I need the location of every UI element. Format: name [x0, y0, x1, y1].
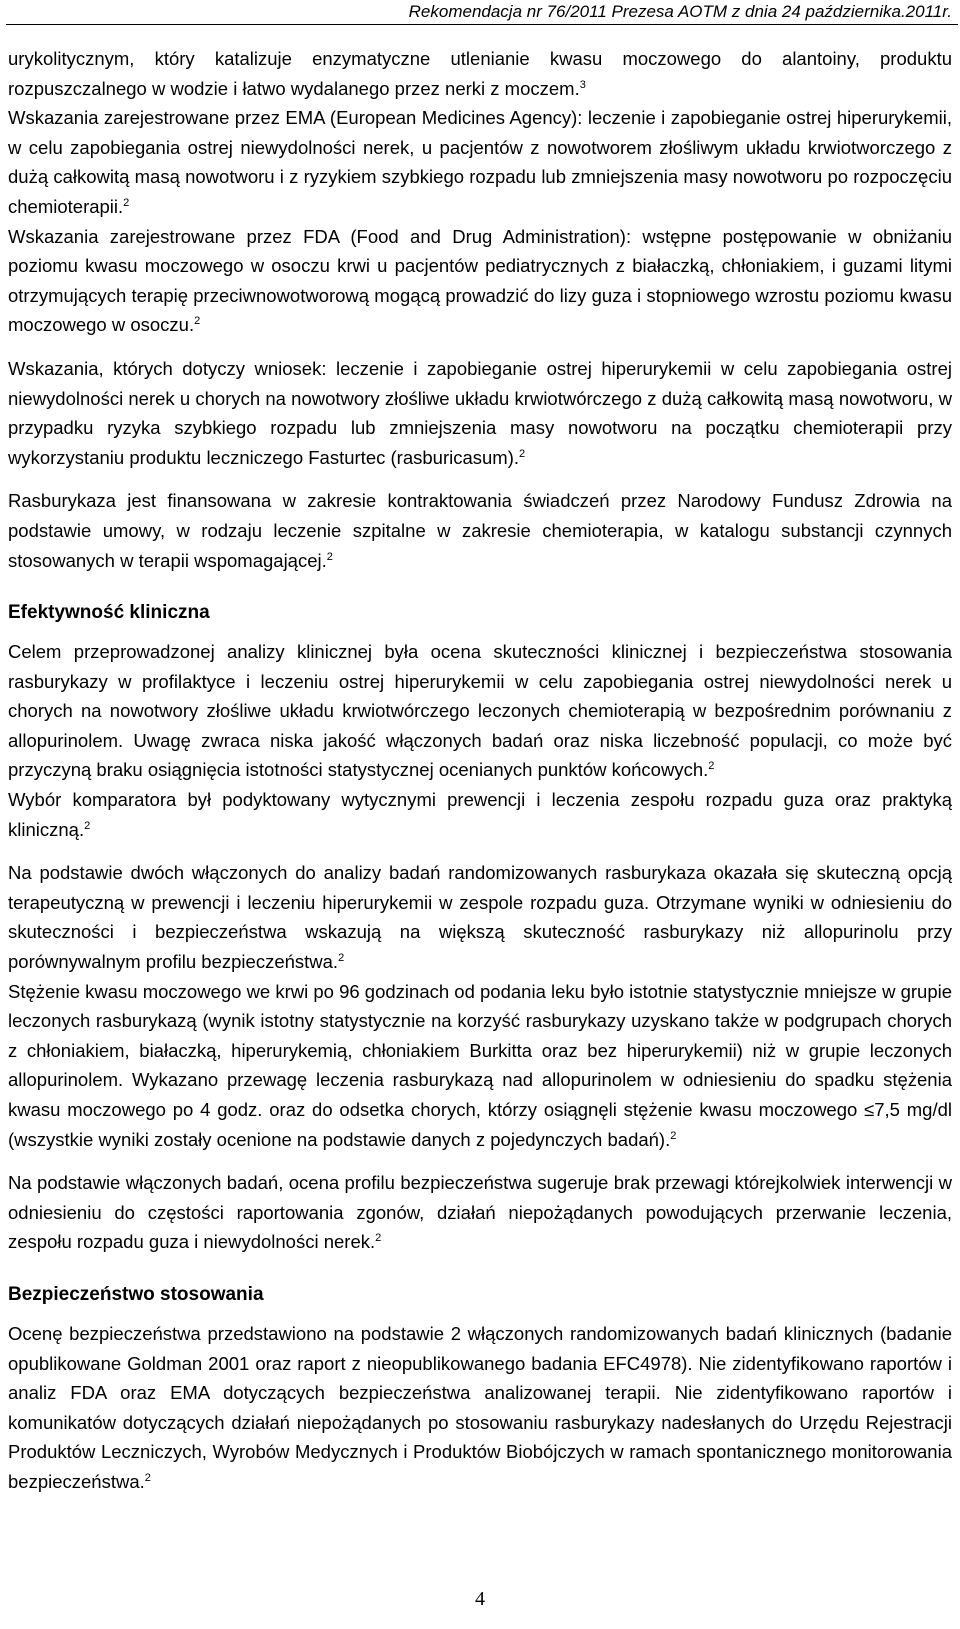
footnote-ref: 2 — [670, 1129, 677, 1142]
footnote-ref: 2 — [144, 1471, 151, 1484]
paragraph: Wybór komparatora był podyktowany wytycznymi prewencji i leczenia zespołu rozpadu guza oraz praktyką kliniczną.$^2$ — [8, 789, 952, 840]
paragraph: Na podstawie włączonych badań, ocena profilu bezpieczeństwa sugeruje brak przewagi którejkolwiek interwencji w odniesieniu do częstości raportowania zgonów, działań niepożądanych powodujących przerwanie leczenia, zespołu rozpadu guza i niewydolności nerek.$^2$ — [8, 1172, 952, 1253]
section-heading-efektywnosc: Efektywność kliniczna — [8, 602, 210, 624]
footnote-ref: 2 — [194, 315, 201, 328]
section-heading-bezpieczenstwo: Bezpieczeństwo stosowania — [8, 1283, 264, 1305]
paragraph: Celem przeprowadzonej analizy klinicznej była ocena skuteczności klinicznej i bezpieczeństwa stosowania rasburykazy w profilaktyce i leczeniu ostrej hiperurykemii w celu zapobiegania ostrej niewydolności nerek u chorych na nowotwory złośliwe układu krwiotwórczego leczonych chemioterapią w bezpośrednim porównaniu z allopurinolem. Uwagę zwraca niska jakość włączonych badań oraz niska liczebność populacji, co może być przyczyną braku osiągnięcia istotności statystycznej ocenianych punktów końcowych.$^2$ — [8, 641, 952, 781]
page-number: 4 — [475, 1588, 485, 1610]
footnote-ref: 2 — [519, 447, 526, 460]
paragraph: Wskazania zarejestrowane przez FDA (Food and Drug Administration): wstępne postępowanie w obniżaniu poziomu kwasu moczowego w osoczu krwi u pacjentów pediatrycznych z białaczką, chłoniakiem, i guzami litymi otrzymujących terapię przeciwnowotworową mogącą prowadzić do lizy guza i stopniowego wzrostu poziomu kwasu moczowego w osoczu.$^2$ — [8, 225, 952, 336]
paragraph: Na podstawie dwóch włączonych do analizy badań randomizowanych rasburykaza okazała się skuteczną opcją terapeutyczną w prewencji i leczeniu hiperurykemii w zespole rozpadu guza. Otrzymane wyniki w odniesieniu do skuteczności i bezpieczeństwa wskazują na większą skuteczność rasburykazy niż allopurinolu przy porównywalnym profilu bezpieczeństwa.$^2$ — [8, 862, 952, 973]
footnote-ref: 3 — [579, 78, 586, 91]
running-header: Rekomendacja nr 76/2011 Prezesa AOTM z dnia 24 października.2011r. — [408, 2, 952, 21]
footnote-ref: 2 — [338, 951, 345, 964]
document-body — [8, 44, 952, 1497]
paragraph: Ocenę bezpieczeństwa przedstawiono na podstawie 2 włączonych randomizowanych badań klinicznych (badanie opublikowane Goldman 2001 oraz raport z nieopublikowanego badania EFC4978). Nie zidentyfikowano raportów i analiz FDA oraz EMA dotyczących bezpieczeństwa analizowanej terapii. Nie zidentyfikowano raportów i komunikatów dotyczących działań niepożądanych po stosowaniu rasburykazy nadesłanych do Urzędu Rejestracji Produktów Leczniczych, Wyrobów Medycznych i Produktów Biobójczych w ramach spontanicznego monitorowania bezpieczeństwa.$^2$ — [8, 1322, 952, 1492]
footnote-ref: 2 — [375, 1232, 382, 1245]
footnote-ref: 2 — [326, 550, 333, 563]
paragraph: urykolitycznym, który katalizuje enzymatyczne utlenianie kwasu moczowego do alantoiny, produktu rozpuszczalnego w wodzie i łatwo wydalanego przez nerki z moczem.$^3$ — [8, 48, 952, 99]
paragraph: Stężenie kwasu moczowego we krwi po 96 godzinach od podania leku było istotnie statystycznie mniejsze w grupie leczonych rasburykazą (wynik istotny statystycznie na korzyść rasburykazy uzyskano także w podgrupach chorych z chłoniakiem, białaczką, hiperurykemią, chłoniakiem Burkitta oraz bez hiperurykemii) niż w grupie leczonych allopurinolem. Wykazano przewagę leczenia rasburykazą nad allopurinolem w odniesieniu do spadku stężenia kwasu moczowego po 4 godz. oraz do odsetka chorych, którzy osiągnęli stężenie kwasu moczowego ≤7,5 mg/dl (wszystkie wyniki zostały ocenione na podstawie danych z pojedynczych badań).$^2$ — [8, 980, 953, 1150]
footnote-ref: 2 — [123, 196, 130, 209]
paragraph: Wskazania zarejestrowane przez EMA (European Medicines Agency): leczenie i zapobieganie ostrej hiperurykemii, w celu zapobiegania ostrej niewydolności nerek, u pacjentów z nowotworem złośliwym układu krwiotworczego z dużą całkowitą masą nowotworu i z ryzykiem szybkiego rozpadu lub zmniejszenia masy nowotworu po rozpoczęciu chemioterapii.$^2$ — [8, 107, 952, 217]
header-rule — [6, 24, 958, 25]
paragraph: Wskazania, których dotyczy wniosek: leczenie i zapobieganie ostrej hiperurykemii w celu zapobiegania ostrej niewydolności nerek u chorych na nowotwory złośliwe układu krwiotwórczego z dużą całkowitą masą nowotworu, w przypadku ryzyka szybkiego rozpadu lub zmniejszenia masy nowotworu na początku chemioterapii przy wykorzystaniu produktu leczniczego Fasturtec (rasburicasum).$^2$ — [8, 357, 952, 468]
footnote-ref: 2 — [708, 760, 715, 773]
paragraph: Rasburykaza jest finansowana w zakresie kontraktowania świadczeń przez Narodowy Fundusz Zdrowia na podstawie umowy, w rodzaju leczenie szpitalne w zakresie chemioterapia, w katalogu substancji czynnych stosowanych w terapii wspomagającej.$^2$ — [8, 490, 952, 571]
footnote-ref: 2 — [84, 819, 91, 832]
